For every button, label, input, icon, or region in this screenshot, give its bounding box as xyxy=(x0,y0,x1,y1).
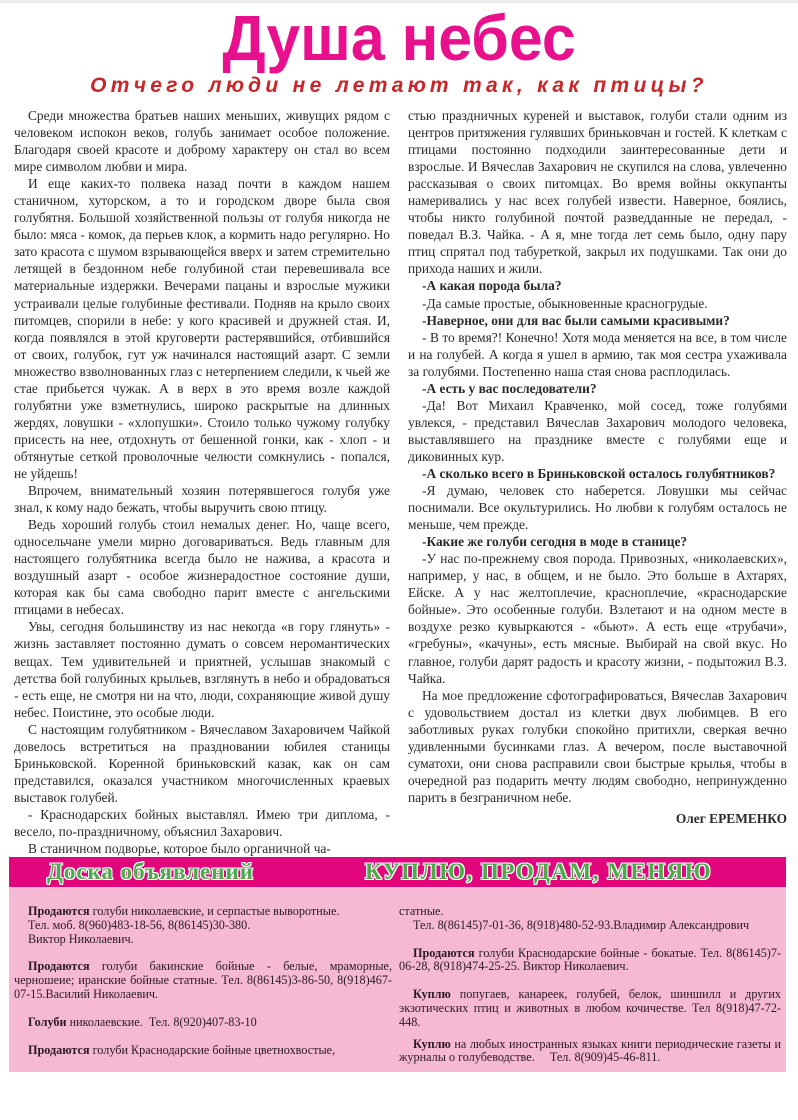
ad-lead: Продаются xyxy=(28,1042,90,1057)
subheadline: Отчего люди не летают так, как птицы? xyxy=(90,74,708,97)
interview-answer: -У нас по-прежнему своя порода. Привозных, «николаевских», например, у нас, в общем, и не было. Это больше в Ахтарях, Ейске. А у нас желтоплечие, красноплечие, «краснодарские бойные». Это особенные голуби. Взлетают и на одном месте в воздухе резко кувыркаются - «бьют». А есть еще «трубачи», «гребуны», «качуны», есть мясные. Выбирай на свой вкус. Но главное, голуби дарят радость и красоту жизни, - подытожил В.З. Чайка. xyxy=(408,551,787,686)
ad-board-slogan: КУПЛЮ, ПРОДАМ, МЕНЯЮ xyxy=(365,859,713,884)
ad-text: попугаев, канареек, голубей, белок, шиншилл и других экзотических птиц и животных в любом кочичестве. Тел 8(918)47-72-448. xyxy=(399,987,782,1029)
interview-answer: -Я думаю, человек сто наберется. Ловушки мы сейчас поснимали. Все окультурились. Но любви к голубям осталось не меньше, чем прежде. xyxy=(408,483,787,533)
article-column-left xyxy=(14,107,390,857)
ads-column-left xyxy=(14,905,392,1071)
ad-lead: Продаются xyxy=(413,945,475,960)
interview-answer: -Да самые простые, обыкновенные красногрудые. xyxy=(422,295,708,311)
classified-ad xyxy=(399,947,781,975)
ad-text: голуби Краснодарские бойные цветнохвостые, xyxy=(92,1042,336,1057)
article-column-right xyxy=(408,107,787,827)
author-byline: Олег ЕРЕМЕНКО xyxy=(675,810,787,826)
interview-question: -Наверное, они для вас были самыми красивыми? xyxy=(422,312,730,328)
classified-ad xyxy=(14,1016,392,1030)
ad-board xyxy=(9,887,786,1072)
ad-text: голуби бакинские бойные - белые, мраморные, черношеие; иранские бойные статные. Тел. 8(86145)3-86-50, 8(918)467-07-15.Василий Николаевич. xyxy=(14,959,392,1001)
classified-ad xyxy=(14,905,392,946)
paragraph: На мое предложение сфотографироваться, Вячеслав Захарович с удовольствием достал из клетки двух любимцев. В его заботливых руках голубки спокойно притихли, сверкая вечно удивленными бусинками глаз. А вечером, после выставочной суматохи, они снова расправили свои быстрые крылья, чтобы в очередной раз подарить мечту людям свободно, непринужденно парить в безграничном небе. xyxy=(408,687,787,805)
classified-ad-continued xyxy=(399,905,781,933)
ad-lead: Куплю xyxy=(413,987,451,1002)
paragraph: Впрочем, внимательный хозяин потерявшегося голубя уже знал, к кому надо бежать, чтобы выручить свою птицу. xyxy=(14,483,390,516)
ads-column-right xyxy=(399,904,785,1079)
ad-text: николаевские. Тел. 8(920)407-83-10 xyxy=(69,1014,257,1029)
ad-lead: Куплю xyxy=(413,1036,451,1051)
ad-phone: Тел. моб. 8(960)483-18-56, 8(86145)30-380. xyxy=(28,917,251,932)
ad-lead: Продаются xyxy=(28,904,90,918)
paragraph: И еще каких-то полвека назад почти в каждом нашем станичном, хуторском, а то и городском дворе была своя голубятня. Большой хозяйственной пользы от голубя никогда не было: мяса - комок, да перьев клок, а кормить надо регулярно. Но зато красота с шумом взрывающейся вверх и затем стремительно летящей в бездонном небе голубиной стаи перевешивала все материальные издержки. Вечерами пацаны и взрослые мужики устраивали целые голубиные фестивали. Подняв на крыло своих питомцев, спорили в небе: у кого красивей и дружней стая. И, когда появлялся в этой круговерти растерявшийся, отбившийся от своих, голубок, гут уж начинался настоящий азарт. С земли множество взволнованных глаз с нетерпением следили, к чьей же стае прибьется чужак. А в верх в это время возле каждой голубятни уже взметнулись, широко раскрытые на длинных жердях, ловушки - «хлопушки». Стоило только чужому голубку присесть на нее, отдохнуть от бешенной гонки, как - хлоп - и обтянутые сеткой проволочные челюсти сомкнулись - попался, не уйдешь! xyxy=(14,176,390,481)
ad-board-title: Доска объявлений xyxy=(47,859,254,884)
headline: Душа небес xyxy=(222,2,576,74)
ad-contact: Виктор Николаевич. xyxy=(28,931,134,946)
ad-text: голуби николаевские, и серпастые выворотные. xyxy=(92,904,340,918)
interview-question: -Какие же голуби сегодня в моде в станице? xyxy=(422,534,688,550)
paragraph: Среди множества братьев наших меньших, живущих рядом с человеком испокон веков, голубь занимает особое положение. Благодаря своей красоте и доброму характеру он стал во всем мире символом любви и мира. xyxy=(14,108,390,175)
paragraph: - Краснодарских бойных выставлял. Имею три диплома, - весело, по-праздничному, объяснил Захарович. xyxy=(14,806,390,839)
paragraph: Ведь хороший голубь стоил немалых денег. Но, чаще всего, односельчане умели мирно договариваться. Ведь главным для настоящего голубятника всегда было не нажива, а красота и воздушный азарт - особое жизнерадостное состояние души, которая как бы сама свободно парит вместе с ангельскими птицами в небесах. xyxy=(14,517,390,618)
paragraph: С настоящим голубятником - Вячеславом Захаровичем Чайкой довелось встретиться на праздновании юбилея станицы Бриньковской. Коренной бриньковский казак, как он сам представился, оказался участником многочисленных краевых выставок голубей. xyxy=(14,721,390,805)
ad-board-banner xyxy=(9,857,786,887)
ad-text: голуби Краснодарские бойные - бокатые. Тел. 8(86145)7-06-28, 8(918)474-25-25. Виктор Николаевич. xyxy=(399,945,781,974)
interview-question: -А сколько всего в Бриньковской осталось голубятников? xyxy=(422,465,776,481)
ad-text: на любых иностранных языках книги периодические газеты и журналы о голубеводстве. Тел. 8(909)45-46-811. xyxy=(399,1036,785,1065)
ad-text: статные. xyxy=(399,904,444,918)
classified-ad xyxy=(399,1036,785,1066)
classified-ad xyxy=(399,988,781,1029)
paragraph: В станичном подворье, которое было органичной ча- xyxy=(28,841,331,857)
classified-ad xyxy=(14,1044,392,1058)
interview-question: -А какая порода была? xyxy=(422,278,562,294)
ad-phone: Тел. 8(86145)7-01-36, 8(918)480-52-93.Владимир Александрович xyxy=(413,917,750,932)
interview-answer: -Да! Вот Михаил Кравченко, мой сосед, тоже голубями увлекся, - представил Вячеслав Захарович молодого человека, выставлявшего на празднике вместе с голубями еще и диковинных кур. xyxy=(408,397,787,464)
paragraph-continued: стью праздничных куреней и выставок, голуби стали одним из центров притяжения гулявших бриньковчан и гостей. К клеткам с птицами постоянно подходили заинтересованные дети и взрослые. И Вячеслав Захарович не скупился на слова, увлеченно рассказывая о своих питомцах. Во время войны оккупанты намеривались у нас всех голубей извести. Наверное, боялись, чтобы никто голубиной почтой разведданные не передал, - поведал В.З. Чайка. - А я, мне тогда лет семь было, одну пару птиц спрятал под табуреткой, закрыл их подушками. Так они до прихода наших и жили. xyxy=(408,108,787,277)
paragraph: Увы, сегодня большинству из нас некогда «в гору глянуть» - жизнь заставляет постоянно думать о совсем неромантических вещах. Тем удивительней и приятней, услышав знакомый с детства бой голубиных крыльев, взглянуть в небо и обрадоваться - есть еще, не смотря ни на что, люди, сохраняющие живой душу небес. Поистине, это особые люди. xyxy=(14,619,390,720)
ad-lead: Продаются xyxy=(28,959,90,974)
interview-answer: - В то время?! Конечно! Хотя мода меняется на все, в том числе и на голубей. А когда я ушел в армию, так моя сестра ухаживала за голубями. Постепенно наша стая снова расплодилась. xyxy=(408,329,787,379)
ad-lead: Голуби xyxy=(28,1014,67,1029)
interview-question: -А есть у вас последователи? xyxy=(422,380,597,396)
classified-ad xyxy=(14,960,392,1001)
